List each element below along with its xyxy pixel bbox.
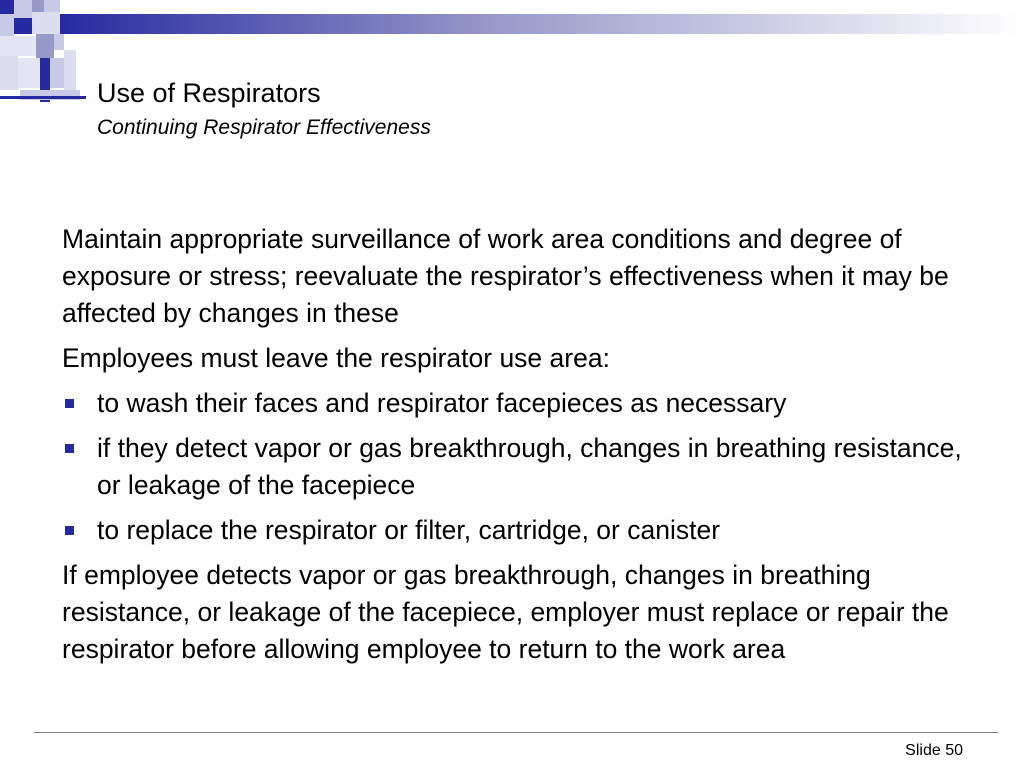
header-gradient-bar [60, 14, 1024, 34]
square-bullet-icon [65, 399, 74, 408]
header-rule [0, 96, 86, 99]
slide-number: Slide 50 [905, 742, 963, 759]
bullet-item [62, 385, 982, 422]
body-paragraph-1: Maintain appropriate surveillance of work area conditions and degree of exposure or stress; reevaluate the respirator’s effectiveness when it may be affected by changes in these [62, 224, 949, 328]
slide-title: Use of Respirators [97, 78, 321, 108]
bullet-text: if they detect vapor or gas breakthrough, changes in breathing resistance, or leakage of the facepiece [97, 433, 962, 500]
footer-rule [34, 732, 998, 733]
bullet-item [62, 512, 982, 549]
corner-squares-decoration [0, 0, 90, 110]
square-bullet-icon [65, 444, 74, 453]
body-paragraph-3: If employee detects vapor or gas breakthrough, changes in breathing resistance, or leakage of the facepiece, employer must replace or repair the respirator before allowing employee to return to the work area [62, 560, 949, 664]
bullet-text: to wash their faces and respirator facepieces as necessary [97, 388, 787, 418]
bullet-item [62, 430, 982, 504]
square-bullet-icon [65, 526, 74, 535]
bullet-text: to replace the respirator or filter, cartridge, or canister [97, 515, 721, 545]
slide-subtitle: Continuing Respirator Effectiveness [97, 116, 431, 139]
body-paragraph-2: Employees must leave the respirator use area: [62, 343, 610, 373]
bullet-list [62, 385, 982, 549]
slide-body [62, 221, 982, 668]
